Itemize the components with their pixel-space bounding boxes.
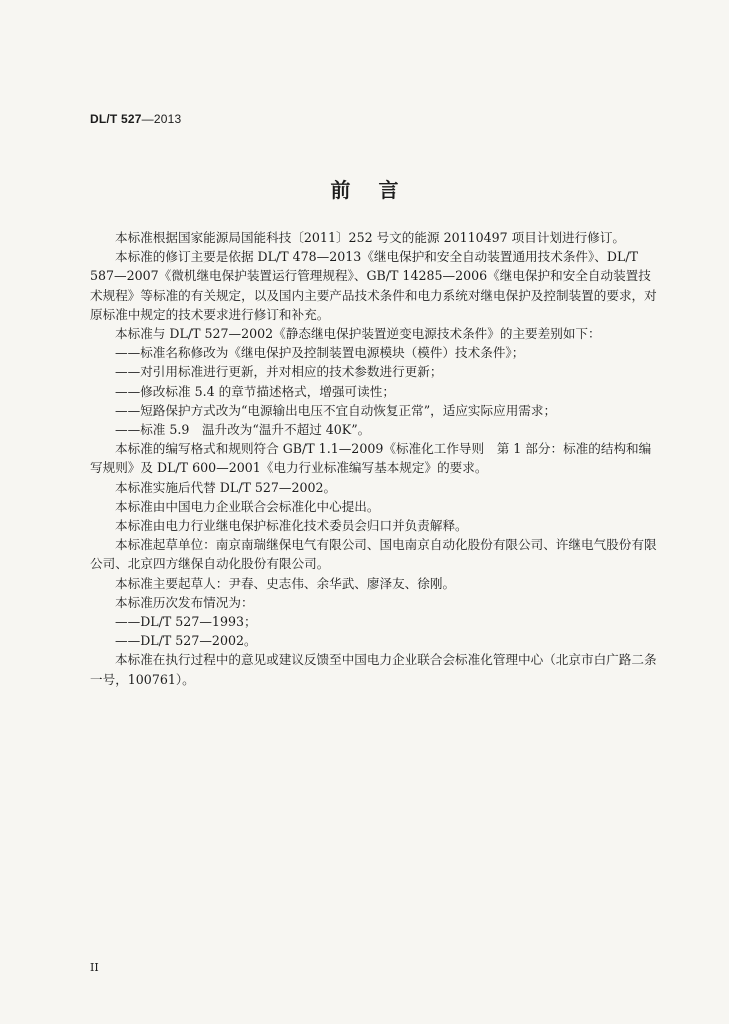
standard-code-year: 2013 (153, 112, 182, 126)
paragraph: 本标准根据国家能源局国能科技〔2011〕252 号文的能源 20110497 项目计划进行修订。 (115, 230, 626, 245)
paragraph: 本标准由电力行业继电保护标准化技术委员会归口并负责解释。 (115, 518, 468, 534)
paragraph: ——对引用标准进行更新，并对相应的技术参数进行更新； (115, 364, 443, 380)
standard-code-header (90, 112, 181, 126)
paragraph: ——标准名称修改为《继电保护及控制装置电源模块（模件）技术条件》； (115, 345, 525, 361)
paragraph: 本标准实施后代替 DL/T 527—2002。 (115, 479, 337, 495)
paragraph: ——DL/T 527—1993； (115, 614, 257, 630)
standard-code-separator: — (141, 112, 154, 126)
paragraph: ——修改标准 5.4 的章节描述格式，增强可读性； (115, 383, 395, 399)
paragraph: 本标准由中国电力企业联合会标准化中心提出。 (115, 498, 380, 514)
page-number: II (90, 961, 99, 974)
paragraph: 本标准历次发布情况为： (115, 594, 254, 610)
page-title: 前言 (330, 178, 427, 202)
paragraph: ——DL/T 527—2002。 (115, 633, 257, 649)
foreword-body (90, 228, 662, 689)
paragraph: ——标准 5.9 温升改为“温升不超过 40K”。 (115, 422, 371, 438)
paragraph: 本标准在执行过程中的意见或建议反馈至中国电力企业联合会标准化管理中心（北京市白广路二条一号，100761）。 (90, 652, 657, 687)
paragraph: 本标准起草单位：南京南瑞继保电气有限公司、国电南京自动化股份有限公司、许继电气股份有限公司、北京四方继保自动化股份有限公司。 (90, 537, 657, 572)
paragraph: 本标准与 DL/T 527—2002《静态继电保护装置逆变电源技术条件》的主要差别如下： (115, 326, 601, 342)
paragraph: ——短路保护方式改为“电源输出电压不宜自动恢复正常”，适应实际应用需求； (115, 402, 557, 418)
paragraph: 本标准主要起草人：尹春、史志伟、余华武、廖泽友、徐刚。 (115, 575, 456, 591)
paragraph: 本标准的修订主要是依据 DL/T 478—2013《继电保护和安全自动装置通用技术条件》、DL/T 587—2007《微机继电保护装置运行管理规程》、GB/T 14285—2006《继电保护和安全自动装置技术规程》等标准的有关规定，以及国内主要产品技术条件和电力系统对继电保护及控制装置的要求，对原标准中规定的技术要求进行修订和补充。 (90, 249, 657, 322)
paragraph: 本标准的编写格式和规则符合 GB/T 1.1—2009《标准化工作导则 第 1 部分：标准的结构和编写规则》及 DL/T 600—2001《电力行业标准编写基本规定》的要求。 (90, 441, 652, 476)
standard-code-prefix: DL/T 527 (90, 112, 142, 126)
